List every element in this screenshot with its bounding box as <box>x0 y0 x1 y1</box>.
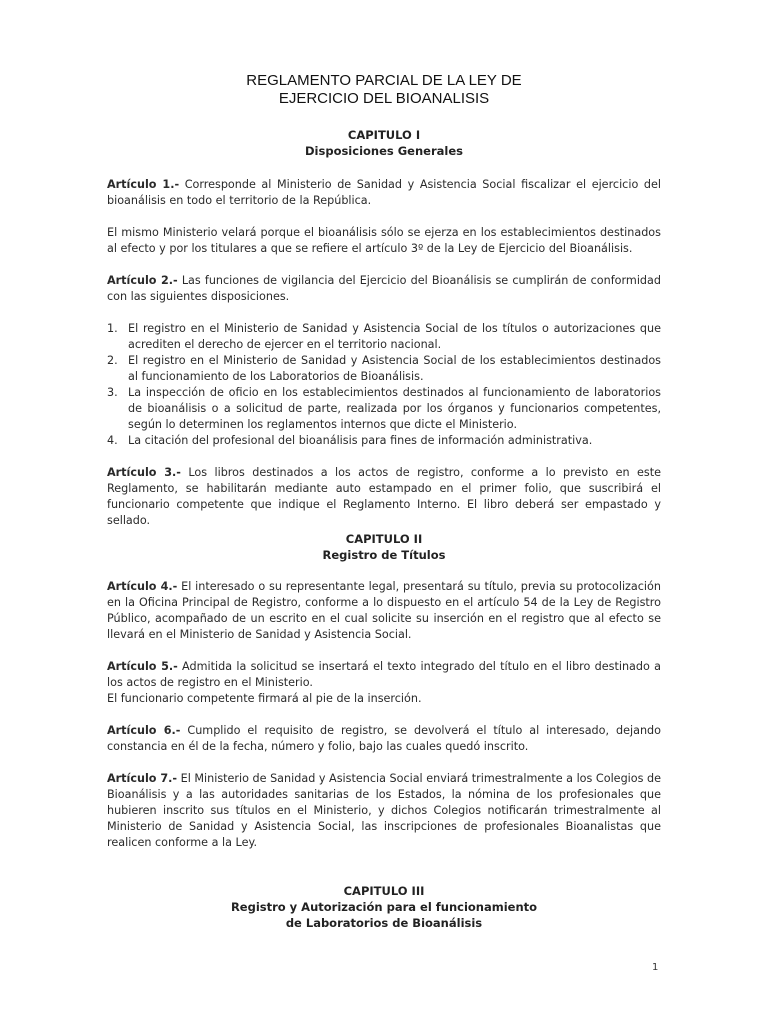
article-1-label: Artículo 1.- <box>107 178 180 191</box>
article-6-text: Cumplido el requisito de registro, se devolverá el título al interesado, dejando constancia en él de la fecha, número y folio, bajo las cuales quedó inscrito. <box>107 724 661 753</box>
article-4-label: Artículo 4.- <box>107 580 178 593</box>
chapter-1-heading <box>107 127 661 159</box>
chapter-2-name: Registro de Títulos <box>322 548 446 562</box>
chapter-2-label: CAPITULO II <box>345 532 423 546</box>
article-4-text: El interesado o su representante legal, presentará su título, previa su protocolización en la Oficina Principal de Registro, conforme a lo dispuesto en el artículo 54 de la Ley de Registro Público, acompañado de un escrito en el cual solicite su inserción en el registro que al efecto se llevará en el Ministerio de Sanidad y Asistencia Social. <box>107 580 661 641</box>
chapter-3-label: CAPITULO III <box>343 884 425 898</box>
chapter-1-label: CAPITULO I <box>347 128 421 142</box>
list-item-text: La citación del profesional del bioanálisis para fines de información administrativa. <box>128 434 593 447</box>
article-3-text: Los libros destinados a los actos de registro, conforme a lo previsto en este Reglamento, se habilitarán mediante auto estampado en el primer folio, que suscribirá el funcionario competente que indique el Reglamento Interno. El libro deberá ser empastado y sellado. <box>107 466 661 527</box>
list-item-number: 1. <box>107 322 118 335</box>
chapter-3-name-line-2: de Laboratorios de Bioanálisis <box>285 916 483 930</box>
list-item-text: El registro en el Ministerio de Sanidad y Asistencia Social de los establecimientos destinados al funcionamiento de los Laboratorios de Bioanálisis. <box>128 354 661 383</box>
list-item-number: 2. <box>107 354 118 367</box>
article-5-paragraph-2: El funcionario competente firmará al pie de la inserción. <box>107 692 422 705</box>
article-3-label: Artículo 3.- <box>107 466 181 479</box>
article-1-paragraph-2: El mismo Ministerio velará porque el bioanálisis sólo se ejerza en los establecimientos destinados al efecto y por los titulares a que se refiere el artículo 3º de la Ley de Ejercicio del Bioanálisis. <box>107 226 661 255</box>
article-7 <box>107 771 661 851</box>
article-4 <box>107 579 661 643</box>
article-2-label: Artículo 2.- <box>107 274 178 287</box>
chapter-2-heading <box>107 531 661 563</box>
title-line-1: REGLAMENTO PARCIAL DE LA LEY DE <box>246 72 522 89</box>
article-5-label: Artículo 5.- <box>107 660 178 673</box>
list-item <box>107 353 661 385</box>
document-title <box>107 72 661 108</box>
article-6 <box>107 723 661 755</box>
article-3 <box>107 465 661 529</box>
article-7-text: El Ministerio de Sanidad y Asistencia Social enviará trimestralmente a los Colegios de Bioanálisis y a las autoridades sanitarias de los Estados, la nómina de los profesionales que hubieren inscrito sus títulos en el Ministerio, y dichos Colegios notificarán trimestralmente al Ministerio de Sanidad y Asistencia Social, las inscripciones de profesionales Bioanalistas que realicen conforme a la Ley. <box>107 772 661 849</box>
article-1-text: Corresponde al Ministerio de Sanidad y Asistencia Social fiscalizar el ejercicio del bioanálisis en todo el territorio de la República. <box>107 178 661 207</box>
page-number: 1 <box>652 962 659 973</box>
list-item-text: El registro en el Ministerio de Sanidad y Asistencia Social de los títulos o autorizaciones que acrediten el derecho de ejercer en el territorio nacional. <box>128 322 661 351</box>
list-item-number: 4. <box>107 434 118 447</box>
list-item <box>107 385 661 433</box>
article-5 <box>107 659 661 691</box>
list-item <box>107 321 661 353</box>
page-content <box>107 72 661 931</box>
article-1 <box>107 177 661 209</box>
article-2 <box>107 273 661 305</box>
title-line-2: EJERCICIO DEL BIOANALISIS <box>278 90 490 107</box>
article-6-label: Artículo 6.- <box>107 724 181 737</box>
article-7-label: Artículo 7.- <box>107 772 178 785</box>
list-item-text: La inspección de oficio en los establecimientos destinados al funcionamiento de laboratorios de bioanálisis o a solicitud de parte, realizada por los órganos y funcionarios competentes, según lo determinen los reglamentos internos que dicte el Ministerio. <box>128 386 661 431</box>
chapter-1-name: Disposiciones Generales <box>305 144 463 158</box>
article-5-text: Admitida la solicitud se insertará el texto integrado del título en el libro destinado a los actos de registro en el Ministerio. <box>107 660 661 689</box>
chapter-3-name-line-1: Registro y Autorización para el funcionamiento <box>230 900 538 914</box>
article-2-text: Las funciones de vigilancia del Ejercicio del Bioanálisis se cumplirán de conformidad con las siguientes disposiciones. <box>107 274 661 303</box>
list-item-number: 3. <box>107 386 118 399</box>
list-item <box>107 433 661 449</box>
chapter-3-heading <box>107 883 661 931</box>
dispositions-list <box>107 321 661 449</box>
